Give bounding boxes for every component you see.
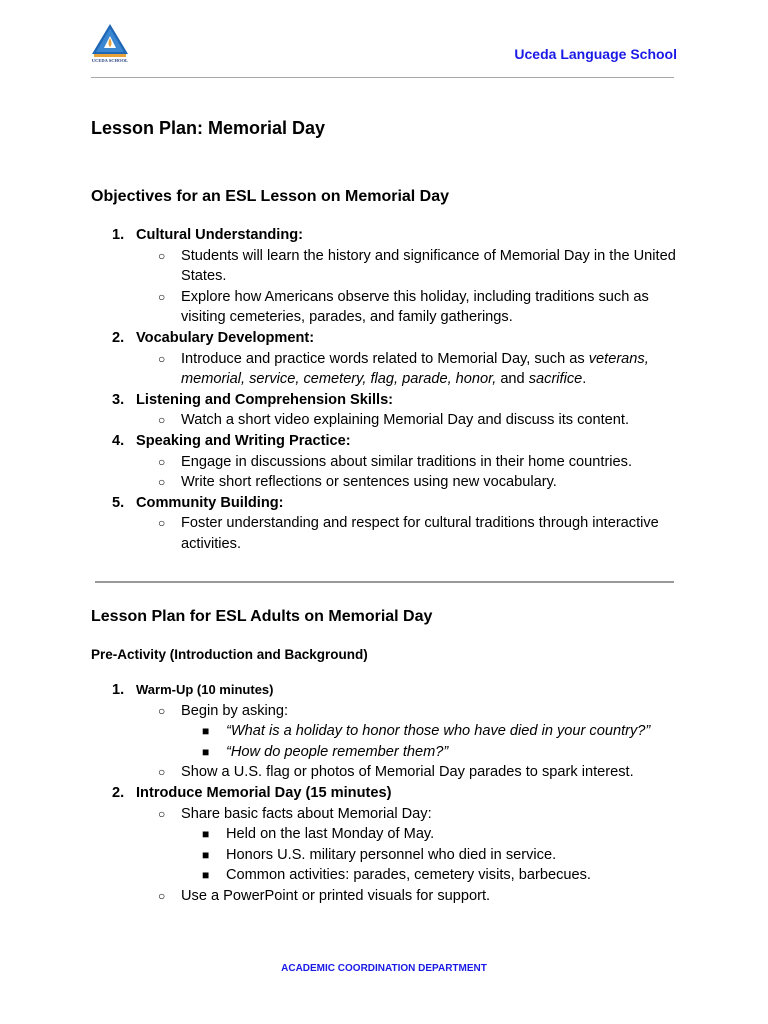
sub-bullet <box>0 865 768 886</box>
logo-text: UCEDA SCHOOL <box>91 58 129 63</box>
list-item <box>0 390 768 411</box>
fact-text: Honors U.S. military personnel who died in service. <box>226 846 557 863</box>
item-title: Vocabulary Development: <box>136 329 315 346</box>
plan-subheading: Pre-Activity (Introduction and Background) <box>91 647 368 662</box>
page-title: Lesson Plan: Memorial Day <box>91 118 326 138</box>
bullet-text: Share basic facts about Memorial Day: <box>181 805 432 822</box>
bullet <box>0 513 768 554</box>
circle-bullet-icon: ○ <box>158 413 166 428</box>
school-logo <box>88 22 132 66</box>
item-title: Warm-Up (10 minutes) <box>136 682 274 697</box>
item-title: Introduce Memorial Day (15 minutes) <box>136 784 392 801</box>
item-title: Cultural Understanding: <box>136 227 304 243</box>
sub-bullet <box>0 721 768 742</box>
bullet <box>0 804 768 825</box>
fact-text: Common activities: parades, cemetery visits, barbecues. <box>226 867 591 884</box>
bullet-text: Engage in discussions about similar traditions in their home countries. <box>181 453 633 470</box>
bullet <box>0 762 768 783</box>
circle-bullet-icon: ○ <box>158 289 166 304</box>
bullet <box>0 452 768 473</box>
bullet-text: Show a U.S. flag or photos of Memorial Day parades to spark interest. <box>181 764 634 781</box>
section-divider <box>95 581 674 583</box>
school-name: Uceda Language School <box>514 46 677 62</box>
item-number: 5. <box>112 494 125 511</box>
header-divider <box>91 77 674 78</box>
bullet <box>0 246 768 287</box>
list-item <box>0 680 768 701</box>
plan-list <box>0 680 768 907</box>
circle-bullet-icon: ○ <box>158 806 166 821</box>
question-text: “What is a holiday to honor those who have died in your country?” <box>226 723 651 740</box>
circle-bullet-icon: ○ <box>158 351 166 366</box>
circle-bullet-icon: ○ <box>158 703 166 718</box>
circle-bullet-icon: ○ <box>158 765 166 780</box>
circle-bullet-icon: ○ <box>158 248 166 263</box>
bullet <box>0 287 768 328</box>
sub-bullet <box>0 845 768 866</box>
bullet-text: Watch a short video explaining Memorial Day and discuss its content. <box>181 412 630 429</box>
list-item <box>0 431 768 452</box>
item-number: 3. <box>112 391 125 408</box>
fact-text: Held on the last Monday of May. <box>226 826 435 843</box>
bullet-text: Write short reflections or sentences using new vocabulary. <box>181 474 557 491</box>
item-number: 2. <box>112 329 125 346</box>
item-number: 2. <box>112 784 125 801</box>
bullet <box>0 349 768 390</box>
square-bullet-icon: ■ <box>202 868 210 883</box>
bullet <box>0 410 768 431</box>
footer-department: ACADEMIC COORDINATION DEPARTMENT <box>281 963 487 974</box>
circle-bullet-icon: ○ <box>158 516 166 531</box>
objectives-heading: Objectives for an ESL Lesson on Memorial Day <box>91 188 450 205</box>
sub-bullet <box>0 824 768 845</box>
question-text: “How do people remember them?” <box>226 743 449 760</box>
circle-bullet-icon: ○ <box>158 475 166 490</box>
square-bullet-icon: ■ <box>202 827 210 842</box>
plan-heading: Lesson Plan for ESL Adults on Memorial Day <box>91 608 433 625</box>
bullet <box>0 886 768 907</box>
item-title: Speaking and Writing Practice: <box>136 432 351 449</box>
item-number: 1. <box>112 682 125 698</box>
item-number: 4. <box>112 432 125 449</box>
bullet-text: Begin by asking: <box>181 702 289 719</box>
item-title: Listening and Comprehension Skills: <box>136 391 394 408</box>
list-item <box>0 328 768 349</box>
bullet-text: Introduce and practice words related to Memorial Day, such as veterans, memorial, service, cemetery, flag, parade, honor, and sacrifice. <box>181 350 649 388</box>
square-bullet-icon: ■ <box>202 847 210 862</box>
objectives-list <box>0 225 768 555</box>
bullet-text: Use a PowerPoint or printed visuals for support. <box>181 887 491 904</box>
bullet <box>0 472 768 493</box>
circle-bullet-icon: ○ <box>158 888 166 903</box>
bullet-text: Explore how Americans observe this holiday, including traditions such as visiting cemeteries, parades, and family gatherings. <box>181 288 649 326</box>
list-item <box>0 493 768 514</box>
circle-bullet-icon: ○ <box>158 454 166 469</box>
item-title: Community Building: <box>136 494 284 511</box>
square-bullet-icon: ■ <box>202 744 210 759</box>
bullet-text: Foster understanding and respect for cultural traditions through interactive activities. <box>181 515 659 552</box>
bullet-text: Students will learn the history and significance of Memorial Day in the United States. <box>181 247 676 285</box>
sub-bullet <box>0 742 768 763</box>
item-number: 1. <box>112 227 125 243</box>
bullet <box>0 701 768 722</box>
list-item <box>0 783 768 804</box>
square-bullet-icon: ■ <box>202 724 210 739</box>
list-item <box>0 225 768 246</box>
